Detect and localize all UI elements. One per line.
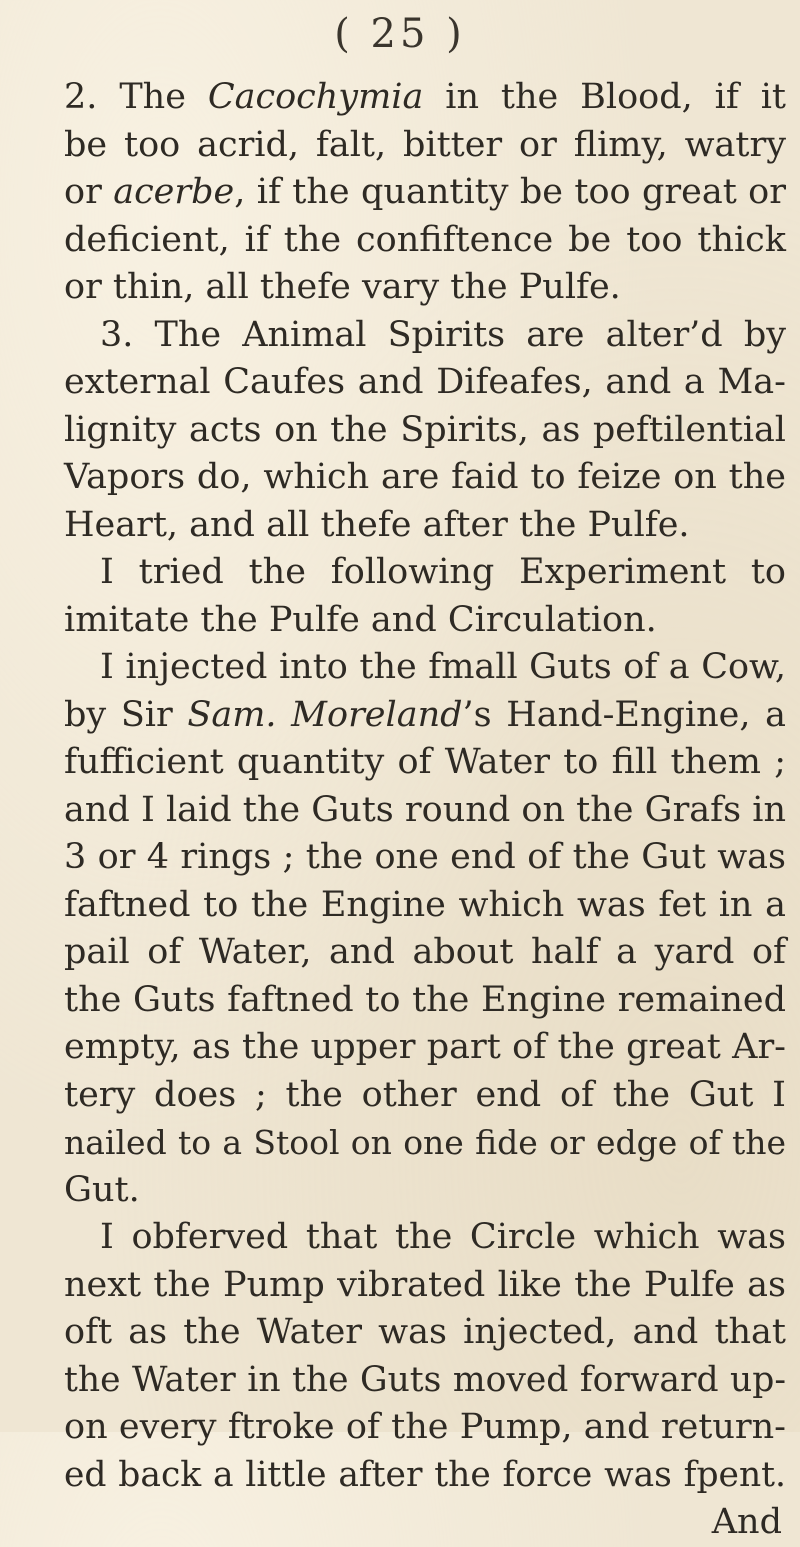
italic-text: Cacochymia [207,77,424,117]
text-line [64,217,786,265]
text-segment: 3 or 4 rings ; the one end of the Gut was [64,837,786,877]
text-line [64,122,786,170]
text-line [64,264,786,312]
text-segment: and I laid the Guts round on the Grafs in [64,789,786,830]
text-line [64,407,786,455]
text-line [64,1452,786,1500]
text-line [64,549,786,597]
text-segment: Heart, and all thefe after the Pulfe. [64,504,690,545]
text-segment: pail of Water, and about half a yard of [64,932,786,972]
text-segment: the Guts faftned to the Engine remained [64,979,786,1020]
text-segment: I injected into the fmall Guts of a Cow, [100,647,786,687]
text-line [64,882,786,930]
text-segment: the Water in the Guts moved forward up- [64,1359,786,1400]
text-line [64,1404,786,1452]
text-segment: fufficient quantity of Water to fill them ; [64,742,786,782]
text-line [64,1357,786,1405]
body-text [64,74,786,1547]
text-segment: Vapors do, which are faid to feize on the [64,457,786,497]
text-segment: 3. The Animal Spirits are alter’d by [100,314,786,355]
text-segment: Gut. [64,1169,140,1210]
text-line [64,1024,786,1072]
text-segment: 2. The [64,77,208,117]
text-segment: or thin, all thefe vary the Pulfe. [64,267,621,307]
text-line [64,1309,786,1357]
text-line [64,1167,786,1215]
text-line [64,692,786,740]
text-line [64,1262,786,1310]
text-line [64,312,786,360]
text-line [64,1214,786,1262]
text-line [64,739,786,787]
paragraph [64,644,786,1214]
text-line [64,454,786,502]
text-segment: lignity acts on the Spirits, as peftilential [64,409,786,450]
text-segment: I obferved that the Circle which was [100,1217,786,1257]
paragraph [64,312,786,550]
italic-text: acerbe [113,172,235,212]
text-line [64,169,786,217]
text-segment: nailed to a Stool on one fide or edge of the [64,1123,786,1162]
text-line [64,597,786,645]
italic-text: Sam. Moreland [187,694,463,735]
text-segment: oft as the Water was injected, and that [64,1312,786,1352]
text-segment: be too acrid, falt, bitter or flimy, watry [64,124,786,165]
text-line [64,977,786,1025]
text-segment: I tried the following Experiment to [100,552,786,592]
paragraph [64,74,786,312]
text-segment: tery does ; the other end of the Gut I [64,1074,786,1115]
text-line [64,1072,786,1120]
text-segment: in the Blood, if it [423,77,786,117]
text-line [64,787,786,835]
text-segment: on every ftroke of the Pump, and return- [64,1407,786,1447]
text-segment: deficient, if the confiftence be too thick [64,219,786,260]
page-number: ( 25 ) [334,11,466,57]
text-line [64,502,786,550]
text-line [64,644,786,692]
text-segment: or [64,172,114,212]
text-line [64,74,786,122]
text-segment: ed back a little after the force was fpent. [64,1454,786,1495]
paragraph [64,1214,786,1499]
catchword: And [711,1502,782,1542]
text-segment: external Caufes and Difeafes, and a Ma- [64,362,786,402]
text-segment: empty, as the upper part of the great Ar- [64,1027,786,1067]
text-segment: ’s Hand-Engine, a [462,694,786,735]
text-segment: imitate the Pulfe and Circulation. [64,599,657,640]
text-line [64,1119,786,1167]
text-line [64,834,786,882]
paragraph [64,549,786,644]
text-segment: next the Pump vibrated like the Pulfe as [64,1264,786,1305]
text-line [64,929,786,977]
text-segment: faftned to the Engine which was fet in a [64,884,786,925]
text-segment: , if the quantity be too great or [234,172,786,212]
text-segment: by Sir [64,694,188,735]
text-line [64,359,786,407]
